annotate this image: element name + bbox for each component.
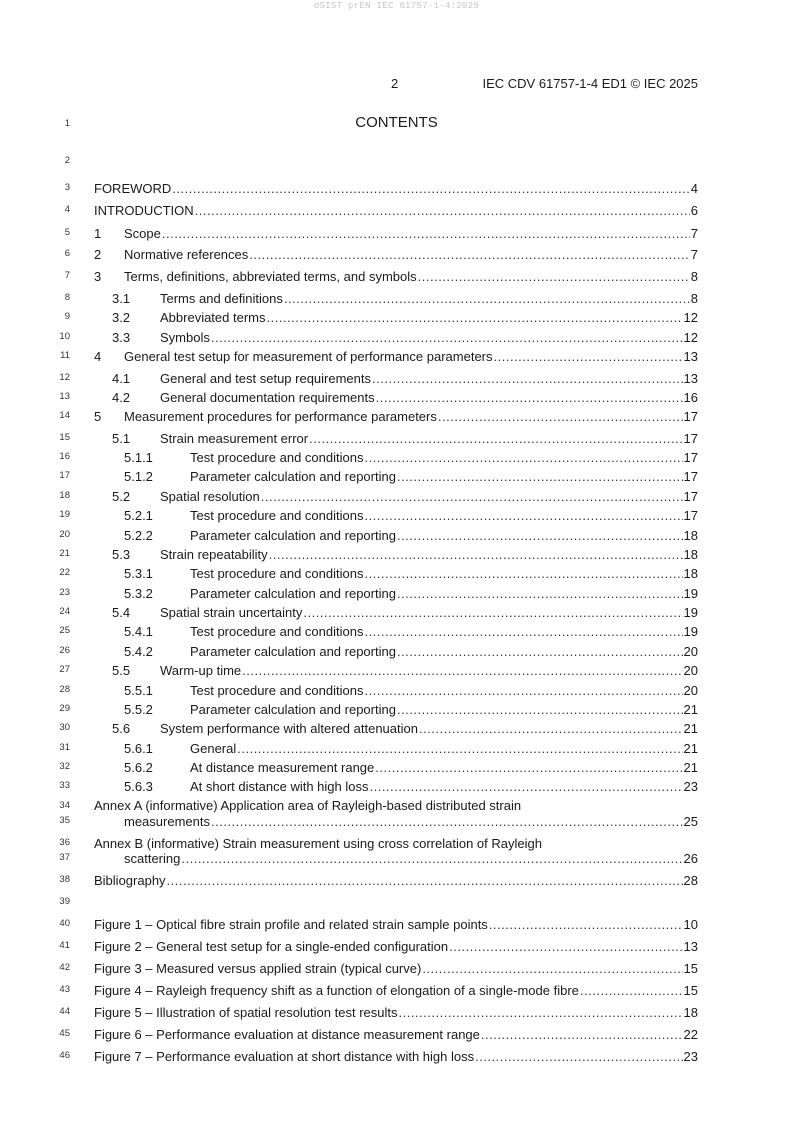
toc-entry-number: 5.2.2 xyxy=(124,528,153,543)
dot-leader xyxy=(494,349,683,364)
dot-leader xyxy=(364,566,682,581)
figure-entry-title: Figure 6 – Performance evaluation at distance measurement range xyxy=(94,1027,480,1042)
toc-entry[interactable] xyxy=(112,721,698,736)
toc-entry-page: 26 xyxy=(683,851,698,866)
toc-entry-number: 3 xyxy=(94,269,102,284)
toc-entry-page: 18 xyxy=(683,566,698,581)
line-number: 6 xyxy=(64,248,70,259)
line-number: 33 xyxy=(59,780,70,791)
toc-entry-page: 28 xyxy=(683,873,698,888)
toc-entry-title: Parameter calculation and reporting xyxy=(190,469,396,484)
toc-entry-page: 17 xyxy=(683,450,698,465)
line-number: 42 xyxy=(59,962,70,973)
dot-leader xyxy=(376,390,683,405)
toc-entry-page: 13 xyxy=(683,371,698,386)
toc-entry-number: 5.2 xyxy=(112,489,131,504)
toc-entry-number: 5.6.1 xyxy=(124,741,153,756)
line-number: 18 xyxy=(59,490,70,501)
line-number: 10 xyxy=(59,331,70,342)
toc-entry-bibliography[interactable] xyxy=(94,873,698,888)
toc-entry-page: 7 xyxy=(690,226,698,241)
toc-entry-title: Spatial resolution xyxy=(160,489,260,504)
page-title: CONTENTS xyxy=(355,114,438,131)
toc-entry-title: System performance with altered attenuation xyxy=(160,721,418,736)
toc-entry-number: 5.5.2 xyxy=(124,702,153,717)
toc-entry[interactable] xyxy=(112,431,698,446)
annex-title-line: Annex A (informative) Application area of Rayleigh-based distributed strain xyxy=(94,798,522,813)
annex-title-continuation xyxy=(124,814,698,829)
toc-entry[interactable] xyxy=(124,644,698,659)
toc-entry-title: Strain repeatability xyxy=(160,547,268,562)
toc-entry-page: 20 xyxy=(683,683,698,698)
toc-entry-page: 8 xyxy=(690,291,698,306)
toc-entry[interactable] xyxy=(124,508,698,523)
toc-entry-number: 5.6 xyxy=(112,721,131,736)
toc-entry-title: INTRODUCTION xyxy=(94,203,194,218)
figure-entry[interactable] xyxy=(94,1027,698,1042)
toc-entry-title: Spatial strain uncertainty xyxy=(160,605,303,620)
line-number: 43 xyxy=(59,984,70,995)
toc-entry-page: 19 xyxy=(683,624,698,639)
toc-entry-number: 4.1 xyxy=(112,371,131,386)
toc-entry-number: 5.1.2 xyxy=(124,469,153,484)
annex-title-line: Annex B (informative) Strain measurement using cross correlation of Rayleigh xyxy=(94,836,542,851)
dot-leader xyxy=(211,330,683,345)
toc-entry[interactable] xyxy=(124,528,698,543)
toc-entry-page: 12 xyxy=(683,310,698,325)
toc-entry[interactable] xyxy=(112,489,698,504)
toc-entry-number: 3.3 xyxy=(112,330,131,345)
toc-entry-page: 25 xyxy=(683,814,698,829)
dot-leader xyxy=(481,1027,683,1042)
line-number: 22 xyxy=(59,567,70,578)
dot-leader xyxy=(269,547,683,562)
toc-entry-title: Parameter calculation and reporting xyxy=(190,528,396,543)
dot-leader xyxy=(397,586,683,601)
toc-entry[interactable] xyxy=(124,779,698,794)
figure-entry-page: 10 xyxy=(683,917,698,932)
toc-entry-page: 6 xyxy=(690,203,698,218)
line-number: 7 xyxy=(64,270,70,281)
toc-entry-title: General test setup for measurement of performance parameters xyxy=(124,349,493,364)
toc-entry-number: 3.1 xyxy=(112,291,131,306)
figure-entry-page: 18 xyxy=(683,1005,698,1020)
dot-leader xyxy=(422,961,682,976)
toc-entry-title: Warm-up time xyxy=(160,663,242,678)
toc-entry-title: Bibliography xyxy=(94,873,166,888)
toc-entry-page: 18 xyxy=(683,547,698,562)
toc-entry-number: 5.6.3 xyxy=(124,779,153,794)
toc-entry-page: 12 xyxy=(683,330,698,345)
annex-title-rest: scattering xyxy=(124,851,181,866)
line-number: 5 xyxy=(64,227,70,238)
toc-entry-page: 17 xyxy=(683,431,698,446)
line-number: 44 xyxy=(59,1006,70,1017)
figure-entry-title: Figure 5 – Illustration of spatial resolution test results xyxy=(94,1005,398,1020)
toc-entry-page: 17 xyxy=(683,489,698,504)
dot-leader xyxy=(397,528,683,543)
dot-leader xyxy=(242,663,682,678)
figure-entry-page: 23 xyxy=(683,1049,698,1064)
figure-entry-page: 15 xyxy=(683,961,698,976)
toc-entry[interactable] xyxy=(124,760,698,775)
line-number: 46 xyxy=(59,1050,70,1061)
toc-entry[interactable] xyxy=(94,409,698,424)
figure-entry-title: Figure 7 – Performance evaluation at short distance with high loss xyxy=(94,1049,475,1064)
toc-entry-page: 19 xyxy=(683,605,698,620)
toc-entry-title: Parameter calculation and reporting xyxy=(190,702,396,717)
toc-entry[interactable] xyxy=(94,269,698,284)
toc-entry-title: Symbols xyxy=(160,330,210,345)
toc-entry-page: 20 xyxy=(683,663,698,678)
toc-entry[interactable] xyxy=(112,605,698,620)
figure-entry-page: 15 xyxy=(683,983,698,998)
line-number: 28 xyxy=(59,684,70,695)
toc-entry-title: Test procedure and conditions xyxy=(190,450,364,465)
toc-entry-title: Abbreviated terms xyxy=(160,310,266,325)
toc-entry-title: General documentation requirements xyxy=(160,390,375,405)
toc-entry[interactable] xyxy=(124,586,698,601)
line-number: 26 xyxy=(59,645,70,656)
line-number: 14 xyxy=(59,410,70,421)
toc-entry-number: 5.4.1 xyxy=(124,624,153,639)
toc-entry-page: 21 xyxy=(683,702,698,717)
toc-entry-title: FOREWORD xyxy=(94,181,172,196)
dot-leader xyxy=(438,409,683,424)
toc-entry-title: General xyxy=(190,741,237,756)
figure-entry[interactable] xyxy=(94,961,698,976)
figure-entry[interactable] xyxy=(94,917,698,932)
toc-entry-page: 17 xyxy=(683,469,698,484)
toc-entry-number: 3.2 xyxy=(112,310,131,325)
line-number: 34 xyxy=(59,800,70,811)
dot-leader xyxy=(162,226,690,241)
toc-entry-page: 21 xyxy=(683,741,698,756)
toc-entry[interactable] xyxy=(124,702,698,717)
toc-entry-number: 2 xyxy=(94,247,102,262)
line-number: 16 xyxy=(59,451,70,462)
watermark: oSIST prEN IEC 61757-1-4:2025 xyxy=(313,1,480,11)
toc-entry[interactable] xyxy=(112,330,698,345)
dot-leader xyxy=(249,247,689,262)
figure-entry[interactable] xyxy=(94,939,698,954)
line-number: 39 xyxy=(59,896,70,907)
dot-leader xyxy=(397,702,683,717)
line-number: 29 xyxy=(59,703,70,714)
dot-leader xyxy=(195,203,690,218)
dot-leader xyxy=(475,1049,682,1064)
line-number: 21 xyxy=(59,548,70,559)
line-number: 45 xyxy=(59,1028,70,1039)
toc-entry[interactable] xyxy=(124,741,698,756)
toc-entry-page: 8 xyxy=(690,269,698,284)
dot-leader xyxy=(284,291,690,306)
toc-entry[interactable] xyxy=(94,226,698,241)
toc-entry-title: Test procedure and conditions xyxy=(190,624,364,639)
toc-entry-page: 17 xyxy=(683,409,698,424)
toc-entry-page: 17 xyxy=(683,508,698,523)
figure-entry-page: 22 xyxy=(683,1027,698,1042)
line-number: 2 xyxy=(64,155,70,166)
figure-entry-title: Figure 2 – General test setup for a single-ended configuration xyxy=(94,939,449,954)
toc-entry-page: 7 xyxy=(690,247,698,262)
toc-entry[interactable] xyxy=(112,547,698,562)
toc-entry[interactable] xyxy=(124,469,698,484)
dot-leader xyxy=(397,644,683,659)
line-number: 11 xyxy=(60,350,70,361)
dot-leader xyxy=(372,371,683,386)
dot-leader xyxy=(364,683,682,698)
dot-leader xyxy=(237,741,682,756)
toc-entry-page: 13 xyxy=(683,349,698,364)
toc-entry-number: 5.3.1 xyxy=(124,566,153,581)
figure-entry-page: 13 xyxy=(683,939,698,954)
toc-entry-title: Test procedure and conditions xyxy=(190,566,364,581)
line-number: 19 xyxy=(59,509,70,520)
toc-entry-number: 5.5 xyxy=(112,663,131,678)
toc-entry-title: General and test setup requirements xyxy=(160,371,372,386)
toc-entry[interactable] xyxy=(94,181,698,196)
line-number: 32 xyxy=(59,761,70,772)
toc-entry-title: Strain measurement error xyxy=(160,431,309,446)
toc-entry-number: 4.2 xyxy=(112,390,131,405)
toc-entry-number: 5.4.2 xyxy=(124,644,153,659)
toc-entry-number: 5.3.2 xyxy=(124,586,153,601)
toc-entry-title: Terms and definitions xyxy=(160,291,283,306)
line-number: 27 xyxy=(59,664,70,675)
line-number: 24 xyxy=(59,606,70,617)
dot-leader xyxy=(309,431,682,446)
toc-entry-title: Parameter calculation and reporting xyxy=(190,586,396,601)
toc-entry-title: At distance measurement range xyxy=(190,760,375,775)
dot-leader xyxy=(261,489,683,504)
line-number: 38 xyxy=(59,874,70,885)
line-number: 37 xyxy=(59,852,70,863)
dot-leader xyxy=(364,508,682,523)
toc-entry[interactable] xyxy=(94,203,698,218)
dot-leader xyxy=(418,269,690,284)
dot-leader xyxy=(419,721,683,736)
dot-leader xyxy=(167,873,683,888)
toc-entry[interactable] xyxy=(124,566,698,581)
dot-leader xyxy=(181,851,682,866)
line-number: 15 xyxy=(59,432,70,443)
line-number: 4 xyxy=(64,204,70,215)
dot-leader xyxy=(489,917,683,932)
figure-entry[interactable] xyxy=(94,983,698,998)
line-number: 36 xyxy=(59,837,70,848)
toc-entry[interactable] xyxy=(94,349,698,364)
toc-entry-page: 4 xyxy=(690,181,698,196)
line-number: 8 xyxy=(64,292,70,303)
toc-entry-title: Test procedure and conditions xyxy=(190,683,364,698)
toc-entry-page: 18 xyxy=(683,528,698,543)
toc-entry-number: 1 xyxy=(94,226,102,241)
toc-entry-page: 20 xyxy=(683,644,698,659)
dot-leader xyxy=(211,814,683,829)
figure-entry-title: Figure 3 – Measured versus applied strain (typical curve) xyxy=(94,961,422,976)
toc-entry-page: 19 xyxy=(683,586,698,601)
toc-entry-number: 5 xyxy=(94,409,102,424)
toc-entry-number: 5.2.1 xyxy=(124,508,153,523)
toc-entry-number: 5.1 xyxy=(112,431,131,446)
dot-leader xyxy=(364,450,682,465)
figure-entry[interactable] xyxy=(94,1049,698,1064)
toc-entry-page: 16 xyxy=(683,390,698,405)
dot-leader xyxy=(375,760,682,775)
line-number: 25 xyxy=(59,625,70,636)
line-number: 1 xyxy=(64,118,70,129)
line-number: 41 xyxy=(59,940,70,951)
toc-entry-title: Test procedure and conditions xyxy=(190,508,364,523)
toc-entry[interactable] xyxy=(112,390,698,405)
toc-entry-number: 4 xyxy=(94,349,102,364)
dot-leader xyxy=(580,983,683,998)
line-number: 12 xyxy=(59,372,70,383)
line-number: 23 xyxy=(59,587,70,598)
toc-entry[interactable] xyxy=(124,683,698,698)
dot-leader xyxy=(449,939,682,954)
line-number: 40 xyxy=(59,918,70,929)
toc-entry-title: Scope xyxy=(124,226,161,241)
toc-entry-page: 23 xyxy=(683,779,698,794)
toc-entry[interactable] xyxy=(124,624,698,639)
toc-entry[interactable] xyxy=(112,291,698,306)
toc-entry[interactable] xyxy=(112,310,698,325)
toc-entry[interactable] xyxy=(112,663,698,678)
line-number: 13 xyxy=(59,391,70,402)
dot-leader xyxy=(267,310,683,325)
dot-leader xyxy=(172,181,689,196)
toc-entry[interactable] xyxy=(94,247,698,262)
dot-leader xyxy=(397,469,683,484)
toc-entry[interactable] xyxy=(112,371,698,386)
toc-entry-title: Normative references xyxy=(124,247,249,262)
line-number: 30 xyxy=(59,722,70,733)
toc-entry-number: 5.4 xyxy=(112,605,131,620)
line-number: 31 xyxy=(59,742,70,753)
figure-entry-title: Figure 4 – Rayleigh frequency shift as a function of elongation of a single-mode fibre xyxy=(94,983,579,998)
line-number: 9 xyxy=(64,311,70,322)
toc-entry-page: 21 xyxy=(683,721,698,736)
toc-entry-number: 5.5.1 xyxy=(124,683,153,698)
line-number: 3 xyxy=(64,182,70,193)
dot-leader xyxy=(364,624,682,639)
dot-leader xyxy=(303,605,682,620)
toc-entry-number: 5.3 xyxy=(112,547,131,562)
annex-title-continuation xyxy=(124,851,698,866)
dot-leader xyxy=(398,1005,682,1020)
header-page-number: 2 xyxy=(391,76,399,91)
toc-entry-title: At short distance with high loss xyxy=(190,779,369,794)
annex-title-rest: measurements xyxy=(124,814,210,829)
figure-entry[interactable] xyxy=(94,1005,698,1020)
toc-entry[interactable] xyxy=(124,450,698,465)
toc-entry-number: 5.6.2 xyxy=(124,760,153,775)
toc-entry-title: Measurement procedures for performance parameters xyxy=(124,409,437,424)
toc-entry-title: Terms, definitions, abbreviated terms, and symbols xyxy=(124,269,417,284)
toc-entry-number: 5.1.1 xyxy=(124,450,153,465)
toc-entry-title: Parameter calculation and reporting xyxy=(190,644,396,659)
toc-entry-page: 21 xyxy=(683,760,698,775)
header-document-reference: IEC CDV 61757-1-4 ED1 © IEC 2025 xyxy=(482,76,698,91)
figure-entry-title: Figure 1 – Optical fibre strain profile and related strain sample points xyxy=(94,917,488,932)
dot-leader xyxy=(369,779,682,794)
line-number: 20 xyxy=(59,529,70,540)
line-number: 35 xyxy=(59,815,70,826)
line-number: 17 xyxy=(59,470,70,481)
